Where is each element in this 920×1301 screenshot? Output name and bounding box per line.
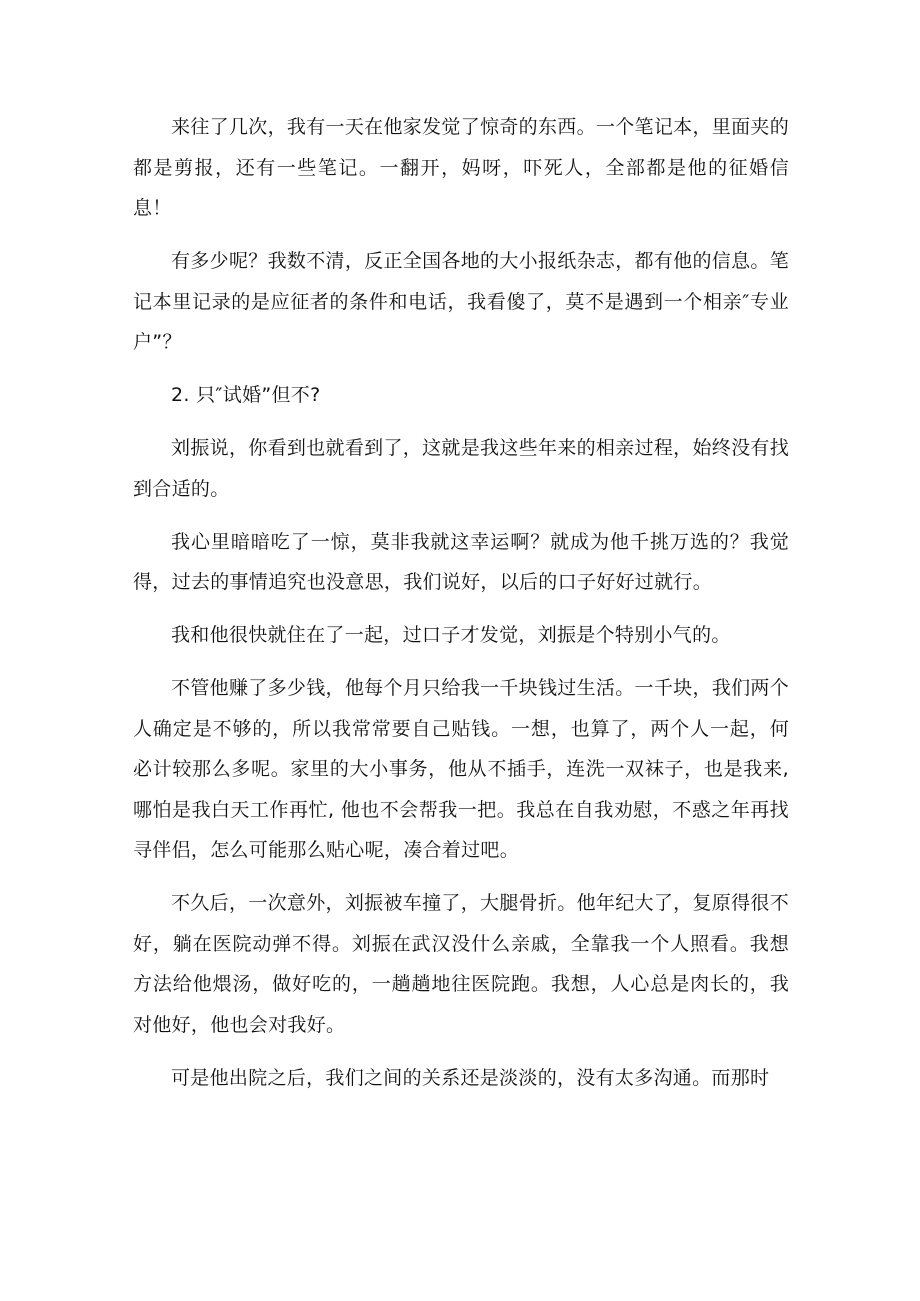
paragraph-money: 不管他赚了多少钱，他每个月只给我一千块钱过生活。一千块，我们两个人确定是不够的，所以我常常要自己贴钱。一想，也算了，两个人一起，何必计较那么多呢。家里的大小事务，他从不插手，连洗一双袜子，也是我来, 哪怕是我白天工作再忙, 他也不会帮我一把。我总在自我劝慰，不惑之年再找寻伴侣，怎么可能那么贴心呢，凑合着过吧。 — [133, 677, 789, 861]
paragraph-after-hospital: 可是他出院之后，我们之间的关系还是淡淡的，没有太多沟通。而那时 — [171, 1066, 770, 1089]
paragraph-accident: 不久后，一次意外，刘振被车撞了，大腿骨折。他年纪大了，复原得很不好，躺在医院动弹不得。刘振在武汉没什么亲戚，全靠我一个人照看。我想方法给他煨汤，做好吃的，一趟趟地往医院跑。我想，人心总是肉长的，我对他好，他也会对我好。 — [133, 892, 789, 1036]
paragraph-liu-zhen-said: 刘振说，你看到也就看到了，这就是我这些年来的相亲过程，始终没有找到合适的。 — [133, 437, 789, 500]
paragraph-notebook-discovery: 来往了几次，我有一天在他家发觉了惊奇的东西。一个笔记本，里面夹的都是剪报，还有一些笔记。一翻开，妈呀，吓死人，全部都是他的征婚信息！ — [133, 116, 789, 219]
paragraph-living-together: 我和他很快就住在了一起，过口子才发觉，刘振是个特别小气的。 — [171, 624, 731, 646]
paragraph-surprise: 我心里暗暗吃了一惊，莫非我就这幸运啊？就成为他千挑万选的？我觉得，过去的事情追究也没意思，我们说好，以后的口子好好过就行。 — [133, 530, 789, 593]
paragraph-how-many: 有多少呢？我数不清，反正全国各地的大小报纸杂志，都有他的信息。笔记本里记录的是应征者的条件和电话，我看傻了，莫不是遇到一个相亲″专业户”？ — [133, 250, 789, 353]
section-heading: 2. 只″试婚”但不? — [171, 384, 321, 406]
article-body — [133, 107, 789, 1111]
